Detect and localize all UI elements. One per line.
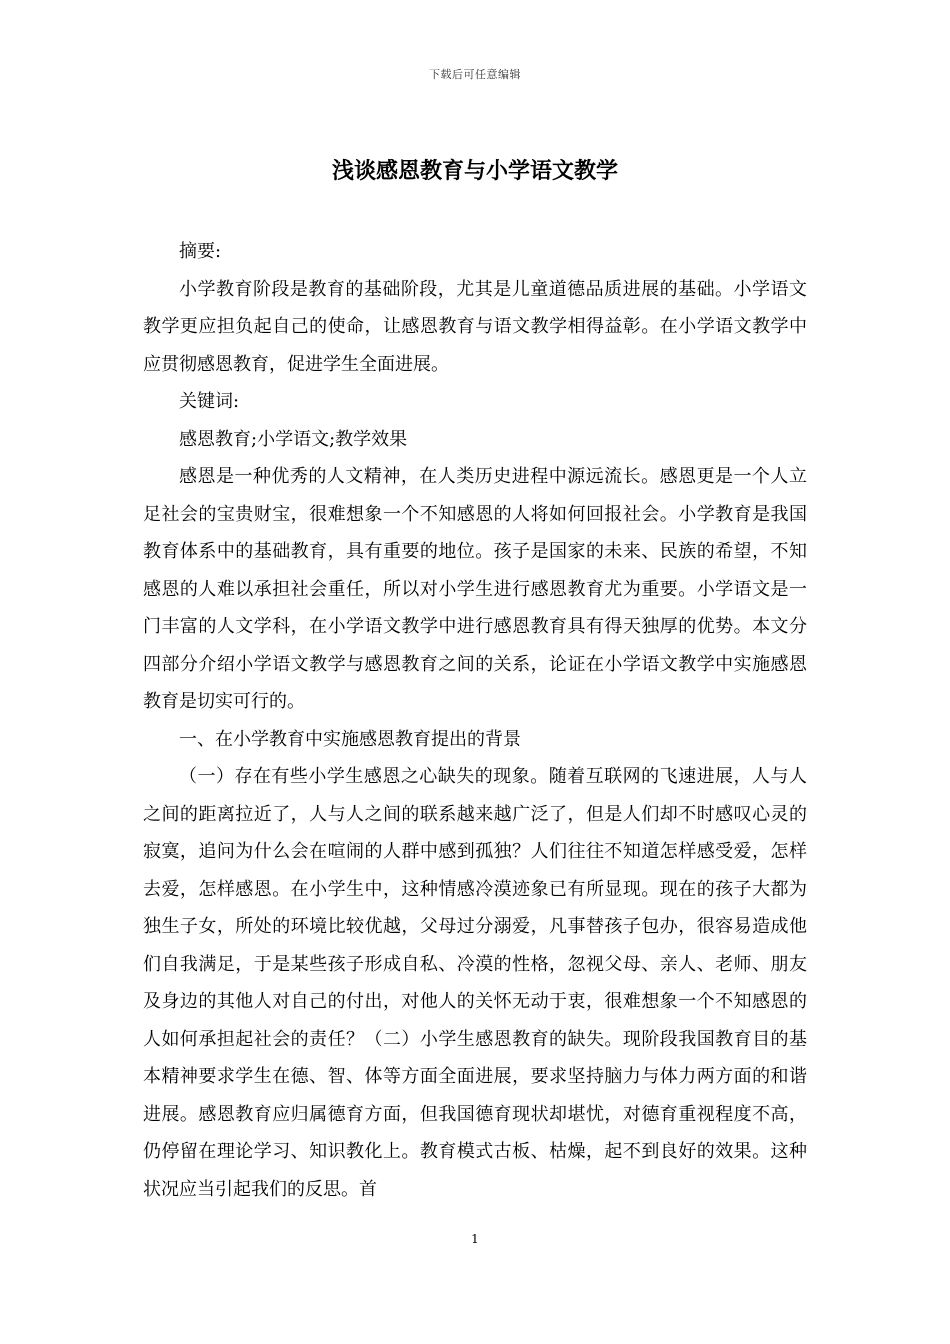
section1-heading: 一、在小学教育中实施感恩教育提出的背景 <box>179 728 521 750</box>
page-header-note: 下载后可任意编辑 <box>429 68 521 81</box>
keywords-label: 关键词: <box>179 391 240 412</box>
document-title: 浅谈感恩教育与小学语文教学 <box>331 158 618 184</box>
abstract-text: 小学教育阶段是教育的基础阶段，尤其是儿童道德品质进展的基础。小学语文教学更应担负起自己的使命，让感恩教育与语文教学相得益彰。在小学语文教学中应贯彻感恩教育，促进学生全面进展。 <box>143 278 807 375</box>
intro-paragraph: 感恩是一种优秀的人文精神，在人类历史进程中源远流长。感恩更是一个人立足社会的宝贵财宝，很难想象一个不知感恩的人将如何回报社会。小学教育是我国教育体系中的基础教育，具有重要的地位。孩子是国家的未来、民族的希望，不知感恩的人难以承担社会重任，所以对小学生进行感恩教育尤为重要。小学语文是一门丰富的人文学科，在小学语文教学中进行感恩教育具有得天独厚的优势。本文分四部分介绍小学语文教学与感恩教育之间的关系，论证在小学语文教学中实施感恩教育是切实可行的。 <box>143 466 807 712</box>
section1-paragraph: （一）存在有些小学生感恩之心缺失的现象。随着互联网的飞速进展，人与人之间的距离拉近了，人与人之间的联系越来越广泛了，但是人们却不时感叹心灵的寂寞，追问为什么会在喧闹的人群中感到孤独？人们往往不知道怎样感受爱，怎样去爱，怎样感恩。在小学生中，这种情感冷漠迹象已有所显现。现在的孩子大都为独生子女，所处的环境比较优越，父母过分溺爱，凡事替孩子包办，很容易造成他们自我满足，于是某些孩子形成自私、冷漠的性格，忽视父母、亲人、老师、朋友及身边的其他人对自己的付出，对他人的关怀无动于衷，很难想象一个不知感恩的人如何承担起社会的责任？（二）小学生感恩教育的缺失。现阶段我国教育目的基本精神要求学生在德、智、体等方面全面进展，要求坚持脑力与体力两方面的和谐进展。感恩教育应归属德育方面，但我国德育现状却堪忧，对德育重视程度不高，仍停留在理论学习、知识教化上。教育模式古板、枯燥，起不到良好的效果。这种状况应当引起我们的反思。首 <box>143 766 807 1200</box>
abstract-label: 摘要: <box>179 241 222 262</box>
keywords-text: 感恩教育;小学语文;教学效果 <box>179 428 408 450</box>
document-body <box>143 233 807 1208</box>
page-number: 1 <box>471 1232 479 1246</box>
